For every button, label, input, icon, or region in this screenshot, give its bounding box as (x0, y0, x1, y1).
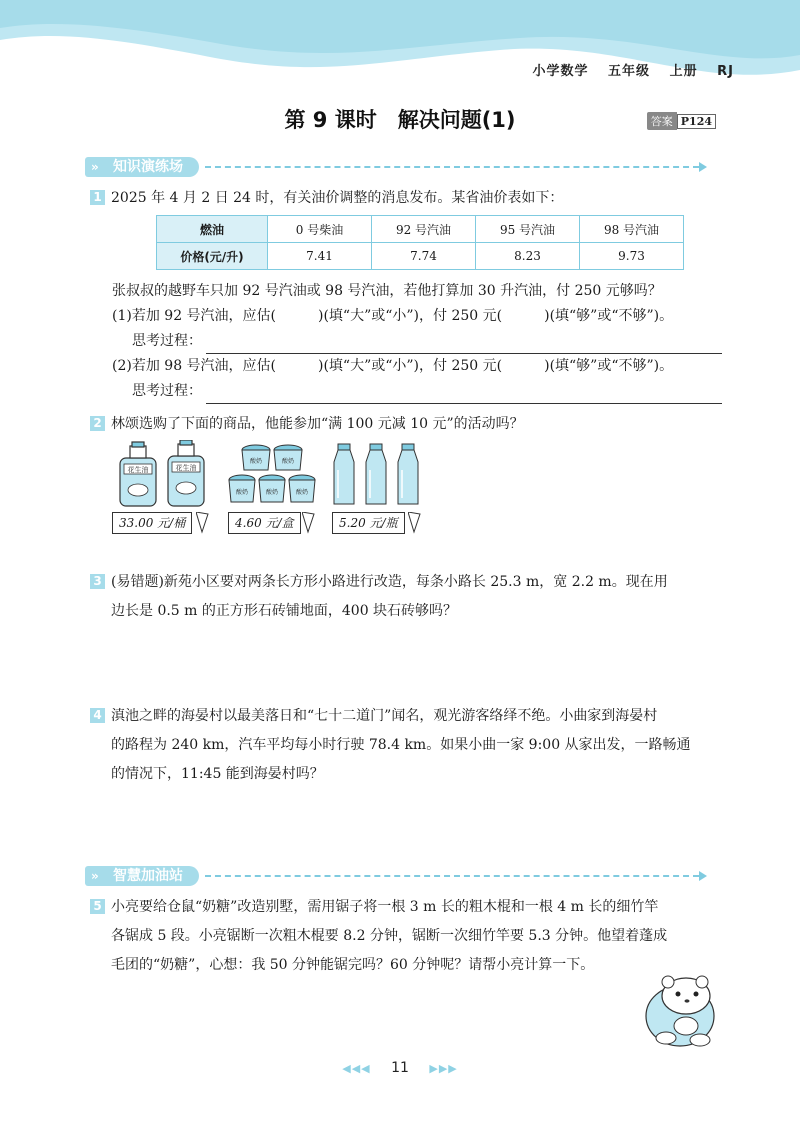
section-tag (85, 866, 199, 886)
question-text: 边长是 0.5 m 的正方形石砖铺地面，400 块石砖够吗？ (111, 603, 458, 619)
question-text: 张叔叔的越野车只加 92 号汽油或 98 号汽油，若他打算加 30 升汽油，付 250 元够吗？ (112, 283, 662, 299)
question-1 (90, 186, 720, 211)
table-header: 燃油 (157, 216, 268, 243)
think-label: 思考过程： (132, 333, 202, 349)
question-number: 2 (90, 416, 105, 431)
table-cell: 92 号汽油 (372, 216, 476, 243)
answer-line[interactable] (206, 335, 722, 354)
yogurt-label: 酸奶 (281, 458, 295, 465)
table-cell: 8.23 (476, 243, 580, 270)
tag-tail-icon (302, 512, 316, 534)
price-tag-oil: 33.00 元/桶 (112, 512, 192, 534)
right-arrows-icon: ▶▶▶ (429, 1062, 458, 1075)
question-text: 小亮要给仓鼠“奶糖”改造别墅，需用锯子将一根 3 m 长的粗木棍和一根 4 m 长的细竹竿 (111, 899, 659, 915)
question-3 (90, 570, 720, 624)
question-text: 的路程为 240 km，汽车平均每小时行驶 78.4 km。如果小曲一家 9:00 从家出发，一路畅通 (111, 737, 691, 753)
sub-question-2: (2)若加 98 号汽油，应估( )(填“大”或“小”)，付 250 元( )(填“够”或“不够”)。 (112, 358, 674, 374)
thinking-row (112, 329, 722, 354)
question-1-body (112, 279, 722, 404)
table-cell: 7.74 (372, 243, 476, 270)
price-tag-milk: 5.20 元/瓶 (332, 512, 405, 534)
table-cell: 98 号汽油 (580, 216, 684, 243)
oil-label: 花生油 (175, 464, 197, 472)
answer-reference (647, 112, 716, 130)
question-text: (易错题)新苑小区要对两条长方形小路进行改造，每条小路长 25.3 m，宽 2.2 m。现在用 (111, 574, 668, 590)
question-text: 毛团的“奶糖”，心想：我 50 分钟能锯完吗？60 分钟呢？请帮小亮计算一下。 (111, 957, 595, 973)
milk-bottle-icon (330, 440, 422, 510)
hamster-icon (630, 970, 725, 1050)
edition-label: RJ (717, 64, 734, 79)
section-header-challenge (85, 866, 707, 886)
price-tag-yogurt: 4.60 元/盒 (228, 512, 301, 534)
question-text: 滇池之畔的海晏村以最美落日和“七十二道门”闻名，观光游客络绎不绝。小曲家到海晏村 (111, 708, 658, 724)
section-divider (205, 166, 699, 168)
section-title: 知识演练场 (113, 159, 183, 175)
page-title: 第 9 课时 解决问题(1) (284, 108, 516, 132)
yogurt-label: 酸奶 (265, 489, 279, 496)
arrow-right-icon (699, 871, 707, 881)
question-text: 各锯成 5 段。小亮锯断一次粗木棍要 8.2 分钟，锯断一次细竹竿要 5.3 分钟。他望着蓬成 (111, 928, 668, 944)
section-header-practice (85, 157, 707, 177)
think-label: 思考过程： (132, 383, 202, 399)
table-row (157, 216, 684, 243)
question-2 (90, 412, 720, 437)
sub-question-1: (1)若加 92 号汽油，应估( )(填“大”或“小”)，付 250 元( )(填“够”或“不够”)。 (112, 308, 674, 324)
question-intro: 2025 年 4 月 2 日 24 时，有关油价调整的消息发布。某省油价表如下： (111, 190, 564, 206)
left-arrows-icon: ◀◀◀ (342, 1062, 371, 1075)
table-row (157, 243, 684, 270)
answer-line[interactable] (206, 385, 722, 404)
yogurt-icon (228, 440, 318, 510)
double-arrow-icon: » (91, 869, 99, 883)
section-divider (205, 875, 699, 877)
page-number: 11 (391, 1060, 409, 1076)
answer-label: 答案 (647, 112, 677, 130)
peanut-oil-icon (112, 440, 212, 510)
oil-label: 花生油 (127, 466, 149, 474)
table-header: 价格(元/升) (157, 243, 268, 270)
question-number: 1 (90, 190, 105, 205)
grade-label: 五年级 (608, 64, 651, 79)
table-cell: 7.41 (268, 243, 372, 270)
volume-label: 上册 (669, 64, 698, 79)
book-info (519, 60, 735, 79)
tag-tail-icon (408, 512, 422, 534)
arrow-right-icon (699, 162, 707, 172)
question-text: 的情况下，11:45 能到海晏村吗？ (111, 766, 324, 782)
question-text: 林颂选购了下面的商品，他能参加“满 100 元减 10 元”的活动吗？ (111, 416, 524, 432)
table-cell: 0 号柴油 (268, 216, 372, 243)
section-tag (85, 157, 199, 177)
question-number: 4 (90, 708, 105, 723)
question-number: 5 (90, 899, 105, 914)
section-title: 智慧加油站 (113, 868, 183, 884)
thinking-row (112, 379, 722, 404)
yogurt-label: 酸奶 (235, 489, 249, 496)
page-number-bar (0, 1060, 800, 1076)
question-number: 3 (90, 574, 105, 589)
answer-page: P124 (677, 114, 716, 129)
table-cell: 9.73 (580, 243, 684, 270)
table-cell: 95 号汽油 (476, 216, 580, 243)
oil-price-table (156, 215, 684, 270)
tag-tail-icon (196, 512, 210, 534)
double-arrow-icon: » (91, 160, 99, 174)
question-5 (90, 895, 720, 978)
yogurt-label: 酸奶 (295, 489, 309, 496)
yogurt-label: 酸奶 (249, 458, 263, 465)
subject-label: 小学数学 (532, 64, 589, 79)
question-4 (90, 704, 720, 787)
